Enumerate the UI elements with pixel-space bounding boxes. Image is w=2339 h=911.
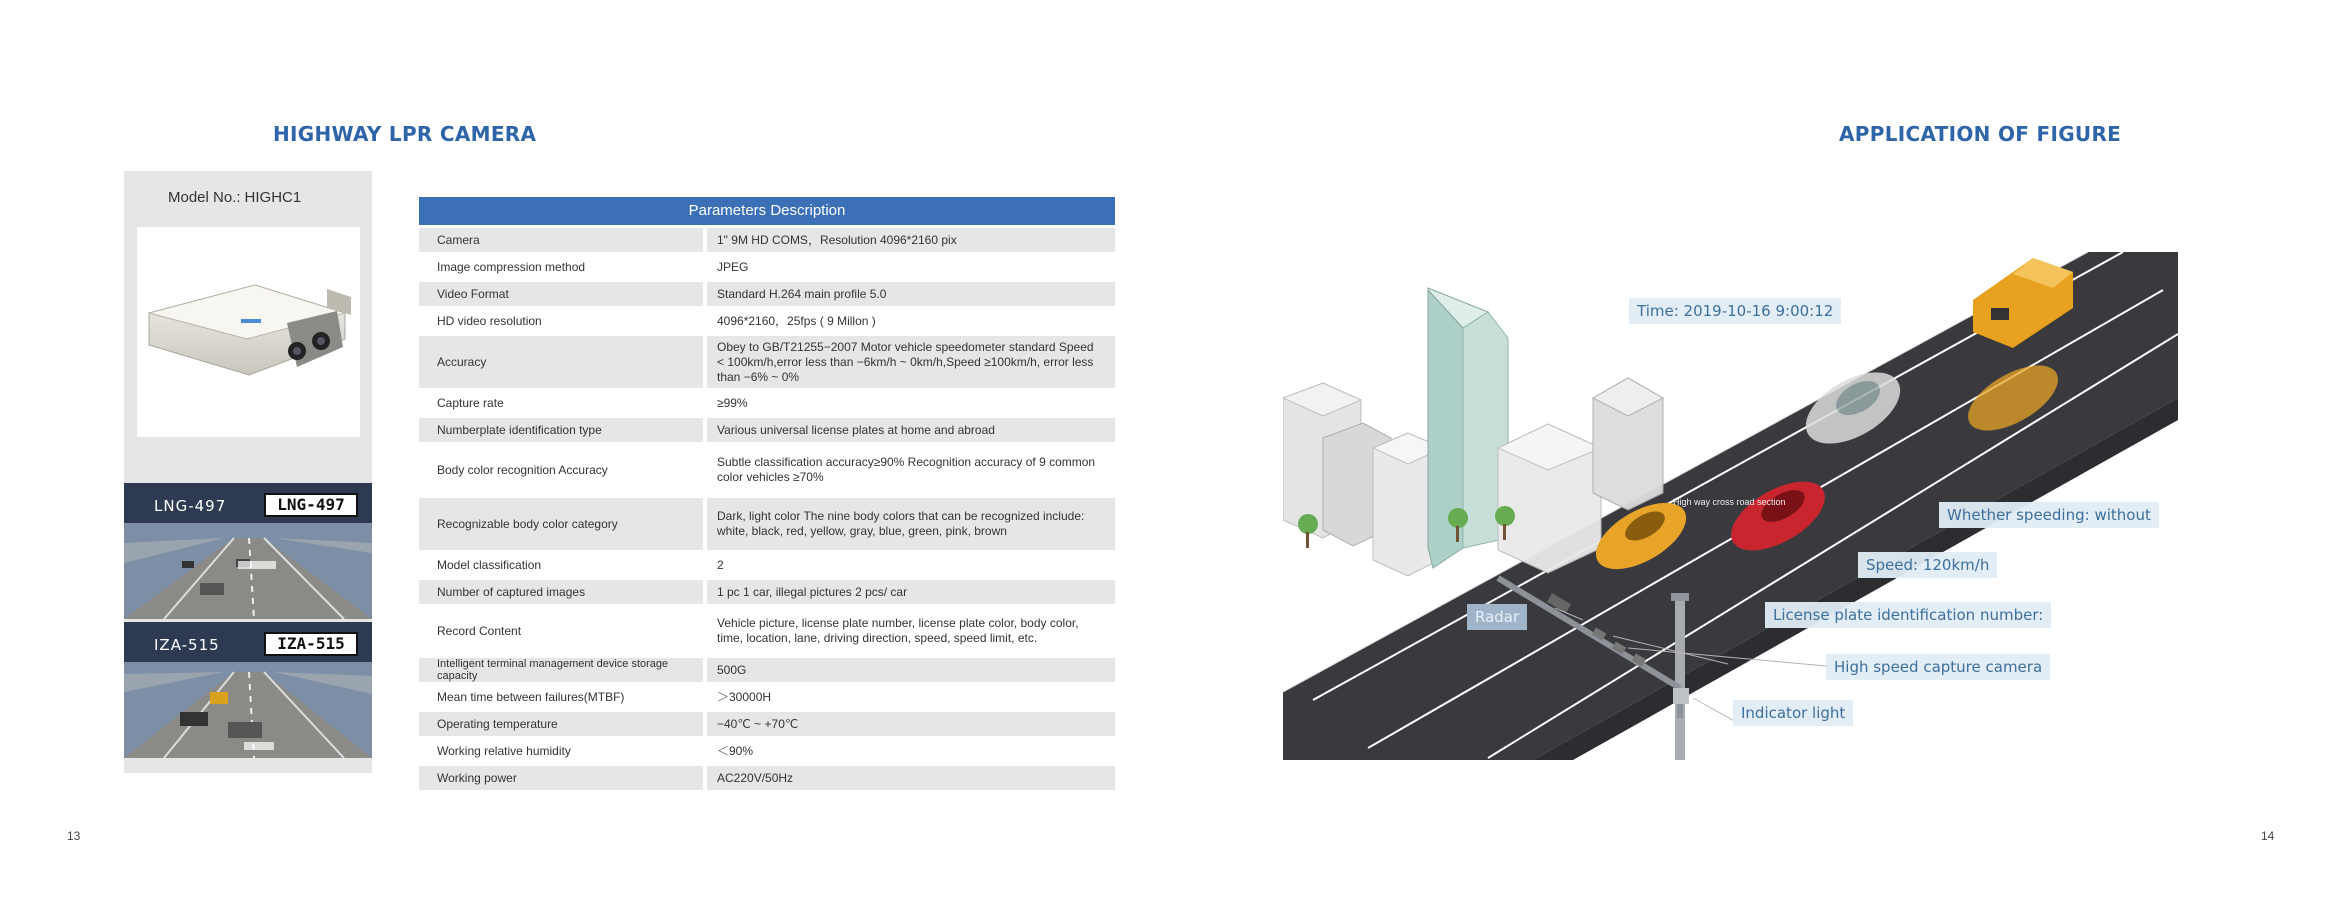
- table-row: [419, 333, 1115, 388]
- parameter-label: Operating temperature: [419, 712, 703, 736]
- parameter-label: Body color recognition Accuracy: [437, 463, 608, 477]
- table-row: [419, 577, 1115, 604]
- license-plate-crop: IZA-515: [264, 632, 358, 656]
- parameter-label: Numberplate identification type: [419, 418, 703, 442]
- product-image: [137, 227, 360, 437]
- table-header: Parameters Description: [419, 197, 1115, 225]
- time-callout: Time: 2019-10-16 9:00:12: [1629, 298, 1841, 324]
- parameter-label: Working power: [419, 766, 703, 790]
- left-page-number: 13: [67, 829, 81, 843]
- parameter-value: 4096*2160，25fps ( 9 Millon ): [717, 313, 876, 328]
- right-page-number: 14: [2261, 829, 2275, 843]
- parameter-value: −40℃ ~ +70℃: [707, 712, 1115, 736]
- table-row: [419, 415, 1115, 442]
- parameter-value: AC220V/50Hz: [707, 766, 1115, 790]
- overlay-plate-label: LNG-497: [154, 497, 227, 515]
- parameter-label: Record Content: [437, 624, 522, 638]
- table-row: [419, 388, 1115, 415]
- table-row: [419, 604, 1115, 655]
- parameter-value: 1" 9M HD COMS，Resolution 4096*2160 pix: [707, 228, 1115, 252]
- parameters-table: [419, 197, 1115, 790]
- parameter-label: Image compression method: [437, 260, 586, 274]
- parameter-label: Camera: [419, 228, 703, 252]
- parameter-value: ＜90%: [717, 743, 754, 758]
- parameter-label: HD video resolution: [437, 314, 542, 328]
- application-illustration: [1283, 248, 2178, 760]
- parameter-value: Dark, light color The nine body colors that can be recognized include: white, black, red, yellow, gray, blue, green, pink, brown: [707, 498, 1115, 550]
- right-page-title: APPLICATION OF FIGURE: [1839, 122, 2122, 146]
- radar-callout: Radar: [1467, 604, 1527, 630]
- parameter-value: Vehicle picture, license plate number, license plate color, body color, time, location, lane, driving direction, speed, speed limit, etc.: [717, 616, 1079, 645]
- parameter-label: Intelligent terminal management device storage capacity: [419, 658, 703, 682]
- license-plate-callout: License plate identification number:: [1765, 602, 2051, 628]
- parameter-value: JPEG: [717, 259, 749, 274]
- table-body: [419, 225, 1115, 790]
- lpr-capture-screenshot-2: [124, 622, 372, 758]
- parameter-label: Accuracy: [419, 336, 703, 388]
- model-number: [168, 189, 305, 206]
- parameter-value: ＞30000H: [717, 689, 772, 704]
- table-row: [419, 709, 1115, 736]
- table-row: [419, 763, 1115, 790]
- parameter-label: Capture rate: [437, 396, 504, 410]
- camera-housing-illustration: [137, 227, 360, 437]
- parameter-value: 2: [717, 557, 724, 572]
- table-row: [419, 682, 1115, 709]
- speed-callout: Speed: 120km/h: [1858, 552, 1997, 578]
- table-row: [419, 736, 1115, 763]
- parameter-label: Working relative humidity: [437, 744, 571, 758]
- parameter-value: 1 pc 1 car, illegal pictures 2 pcs/ car: [707, 580, 1115, 604]
- table-row: [419, 279, 1115, 306]
- road-section-note: High way cross road section: [1673, 497, 1786, 507]
- parameter-value: Standard H.264 main profile 5.0: [707, 282, 1115, 306]
- capture-camera-callout: High speed capture camera: [1826, 654, 2050, 680]
- parameter-value: 500G: [707, 658, 1115, 682]
- model-value: HIGHC1: [244, 189, 302, 206]
- left-page-title: HIGHWAY LPR CAMERA: [273, 122, 537, 146]
- parameter-value: Subtle classification accuracy≥90% Recognition accuracy of 9 common color vehicles ≥70%: [717, 455, 1096, 484]
- license-plate-crop: LNG-497: [264, 493, 358, 517]
- parameter-label: Number of captured images: [419, 580, 703, 604]
- parameter-value: Various universal license plates at home and abroad: [707, 418, 1115, 442]
- indicator-light-callout: Indicator light: [1733, 700, 1853, 726]
- parameter-label: Mean time between failures(MTBF): [437, 690, 625, 704]
- model-label: Model No.:: [168, 189, 241, 206]
- table-row: [419, 655, 1115, 682]
- table-row: [419, 306, 1115, 333]
- table-row: [419, 550, 1115, 577]
- parameter-label: Recognizable body color category: [419, 498, 703, 550]
- lpr-capture-screenshot-1: [124, 483, 372, 619]
- parameter-label: Video Format: [419, 282, 703, 306]
- product-card: [124, 171, 372, 773]
- parameter-value: Obey to GB/T21255−2007 Motor vehicle speedometer standard Speed < 100km/h,error less than −6km/h ~ 0km/h,Speed ≥100km/h, error less than −6% ~ 0%: [707, 336, 1115, 388]
- parameter-value: ≥99%: [717, 395, 748, 410]
- table-row: [419, 252, 1115, 279]
- parameter-label: Model classification: [437, 558, 542, 572]
- table-row: [419, 442, 1115, 495]
- overlay-plate-label: IZA-515: [154, 636, 220, 654]
- table-row: [419, 225, 1115, 252]
- table-row: [419, 495, 1115, 550]
- speeding-callout: Whether speeding: without: [1939, 502, 2159, 528]
